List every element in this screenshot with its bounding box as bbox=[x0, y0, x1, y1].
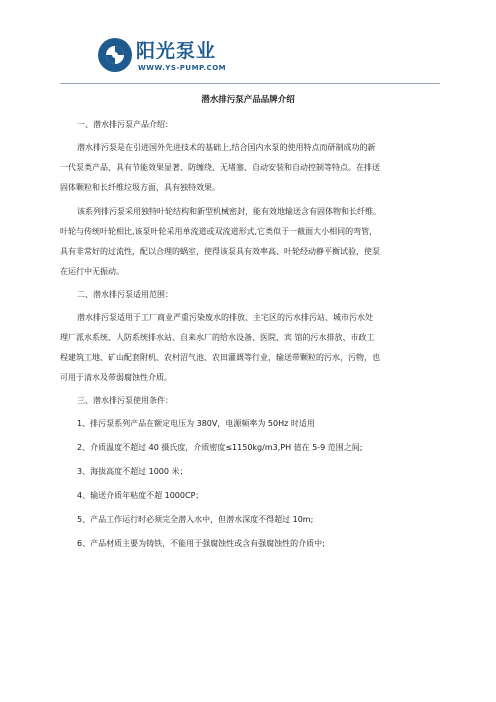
paragraph-line: 程建筑工地、矿山配套附机、农村沼气池、农田灌溉等行业，输送带颗粒的污水，污物，也 bbox=[60, 353, 380, 362]
paragraph-line: 可用于清水及带弱腐蚀性介质。 bbox=[60, 373, 172, 382]
paragraph-line: 潜水排污泵适用于工厂商业严重污染废水的排放、主宅区的污水排污站、城市污水处 bbox=[77, 313, 373, 322]
list-item: 5、产品工作运行时必须完全潜入水中，但潜水深度不得超过 10m; bbox=[77, 515, 314, 524]
list-item: 6、产品材质主要为铸铁，不能用于强腐蚀性或含有强腐蚀性的介质中; bbox=[77, 539, 325, 548]
section-heading: 三、潜水排污泵使用条件： bbox=[77, 396, 173, 405]
paragraph-line: 叶轮与传统叶轮相比,该泵叶轮采用单流道或双流道形式,它类似于一截面大小相同的弯管， bbox=[60, 227, 378, 236]
section-heading: 一、潜水排污泵产品介绍： bbox=[77, 120, 173, 129]
list-item: 1、排污泵系列产品在额定电压为 380V，电源频率为 50Hz 时适用 bbox=[77, 419, 315, 428]
paragraph-line: 该系列排污泵采用独特叶轮结构和新型机械密封，能有效地输送含有固体物和长纤维。 bbox=[77, 207, 381, 216]
list-item: 3、海拔高度不超过 1000 米； bbox=[77, 467, 188, 476]
document-title: 潜水排污泵产品品牌介绍 bbox=[201, 95, 295, 105]
brand-name: 阳光泵业 bbox=[136, 40, 217, 62]
list-item: 4、输送介质年粘度不超 1000CP； bbox=[77, 491, 204, 500]
brand-logo bbox=[96, 36, 256, 78]
section-heading: 二、潜水排污泵适用范围： bbox=[77, 290, 173, 299]
paragraph-line: 固体颗粒和长纤维垃圾方面，具有独特效果。 bbox=[60, 183, 220, 192]
pump-logo-icon bbox=[96, 36, 134, 74]
header-divider bbox=[60, 83, 440, 84]
paragraph-line: 潜水排污泵是在引进国外先进技术的基础上,结合国内水泵的使用特点而研制成功的新 bbox=[77, 143, 376, 152]
paragraph-line: 一代泵类产品，具有节能效果显著、防缠绕、无堵塞、自动安装和自动控制等特点。在排送 bbox=[60, 163, 380, 172]
brand-url: WWW.YS-PUMP.COM bbox=[138, 64, 227, 72]
list-item: 2、介质温度不超过 40 摄氏度，介质密度≤1150kg/m3,PH 值在 5-9 范围之间; bbox=[77, 443, 363, 452]
paragraph-line: 在运行中无振动。 bbox=[60, 267, 124, 276]
paragraph-line: 具有非常好的过流性，配以合理的蜗室，使得该泵具有效率高、叶轮经动静平衡试验，使泵 bbox=[60, 247, 380, 256]
paragraph-line: 理厂派水系统、人防系统排水站、自来水厂的给水设备、医院、宾 馆的污水排放、市政工 bbox=[60, 333, 375, 342]
